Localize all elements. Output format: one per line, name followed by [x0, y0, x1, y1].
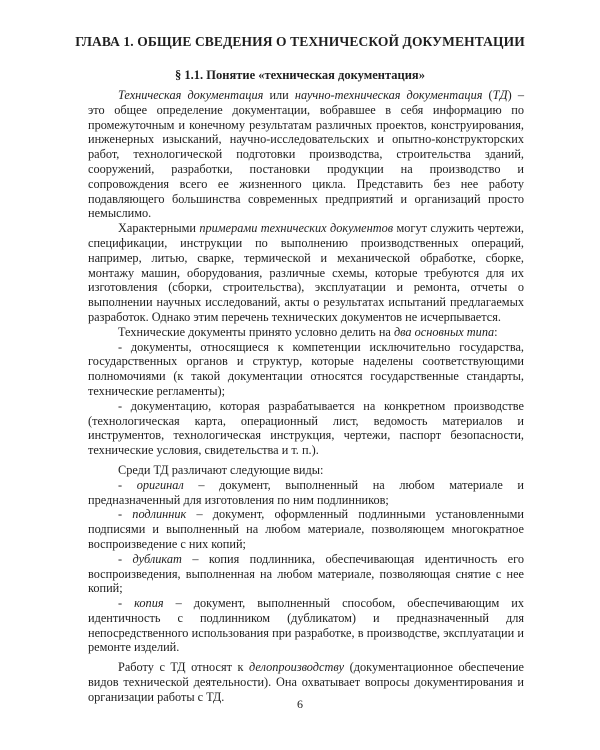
paragraph-kinds-intro: Среди ТД различают следующие виды:	[118, 462, 324, 477]
list-item-authentic: - подлинник – документ, оформленный подлинными установленными подписями и выполненный на любом материале, позволяющем многократное воспроизведение с них копий;	[88, 507, 525, 551]
list-item-copy: - копия – документ, выполненный способом, обеспечивающим их идентичность с подлинником (дубликатом) и предназначенный для непосредственного использования при разработке, в производстве, эксплуатации и ремонте изделий.	[88, 596, 525, 655]
term-two-types: два основных типа	[393, 324, 495, 339]
term-technical-documentation: Техническая документация	[118, 88, 264, 102]
paragraph-records-management: Работу с ТД относят к делопроизводству (документационное обеспечение видов технической деятельности). Она охватывает вопросы документирования и организации работы с ТД.	[88, 660, 524, 704]
text-types-after: :	[494, 324, 498, 339]
term-original: оригинал	[136, 477, 184, 492]
list-item-production-documents: - документацию, которая разрабатывается на конкретном производстве (технологическая карта, операционный лист, ведомость материалов и инструментов, технологическая инструкция, чертежи, паспорт безопасности, технические условия, свидетельства и т. п.).	[88, 398, 524, 458]
text-definition-rest: ) – это общее определение документации, вобравшее в себя информацию по промежуточным и конечному результатам различных проектов, конструирования, инженерных изысканий, научно-исследовательских и опытно-конструкторских работ, технологической подготовки производства, строительства зданий, сооружений, разработки, постановки продукции на производство и сопровождения всего ее жизненного цикла. Представить без нее работу подавляющего большинства современных предприятий и организаций просто немыслимо.	[88, 88, 525, 221]
term-examples: примерами технических документов	[199, 221, 394, 236]
term-copy: копия	[134, 596, 164, 611]
term-abbreviation: ТД	[492, 88, 508, 102]
list-item-original: - оригинал – документ, выполненный на любом материале и предназначенный для изготовления по ним подлинников;	[88, 477, 524, 507]
term-authentic: подлинник	[132, 507, 187, 522]
text-abbr-open: (	[482, 88, 493, 102]
text-types-before: Технические документы принято условно делить на	[118, 324, 394, 339]
page-number: 6	[297, 697, 303, 711]
chapter-title: ГЛАВА 1. ОБЩИЕ СВЕДЕНИЯ О ТЕХНИЧЕСКОЙ ДОКУМЕНТАЦИИ	[75, 34, 525, 49]
section-title: § 1.1. Понятие «техническая документация»	[175, 68, 425, 82]
term-duplicate: дубликат	[132, 551, 182, 566]
term-scientific-technical-documentation: научно-техническая документация	[294, 88, 483, 102]
paragraph-types-intro	[88, 325, 524, 340]
term-records-management: делопроизводству	[249, 660, 345, 675]
paragraph-examples	[88, 221, 524, 325]
list-item-duplicate: - дубликат – копия подлинника, обеспечивающая идентичность его воспроизведения, выполненная на любом материале, позволяющая снятие с нее копий;	[88, 551, 524, 596]
body-text	[88, 88, 524, 705]
text-examples-after: могут служить чертежи, спецификации, инструкции по выполнению производственных операций, например, литью, сварке, термической и механической обработке, сборке, монтажу машин, оборудования, различные схемы, которые требуются для их изготовления (сборки, строительства), эксплуатации и ремонта, отчеты о выполнении научных исследований, акты о результатах испытаний предлагаемых разработок. Однако этим перечень технических документов не исчерпывается.	[88, 221, 524, 324]
paragraph-definition	[88, 88, 524, 221]
text-examples-before: Характерными	[118, 221, 200, 236]
text-or: или	[263, 88, 295, 102]
list-item-state-documents: - документы, относящиеся к компетенции исключительно государства, государственных органов и структур, которые наделены соответствующими полномочиями (к такой документации относятся государственные стандарты, технические регламенты);	[88, 339, 524, 398]
